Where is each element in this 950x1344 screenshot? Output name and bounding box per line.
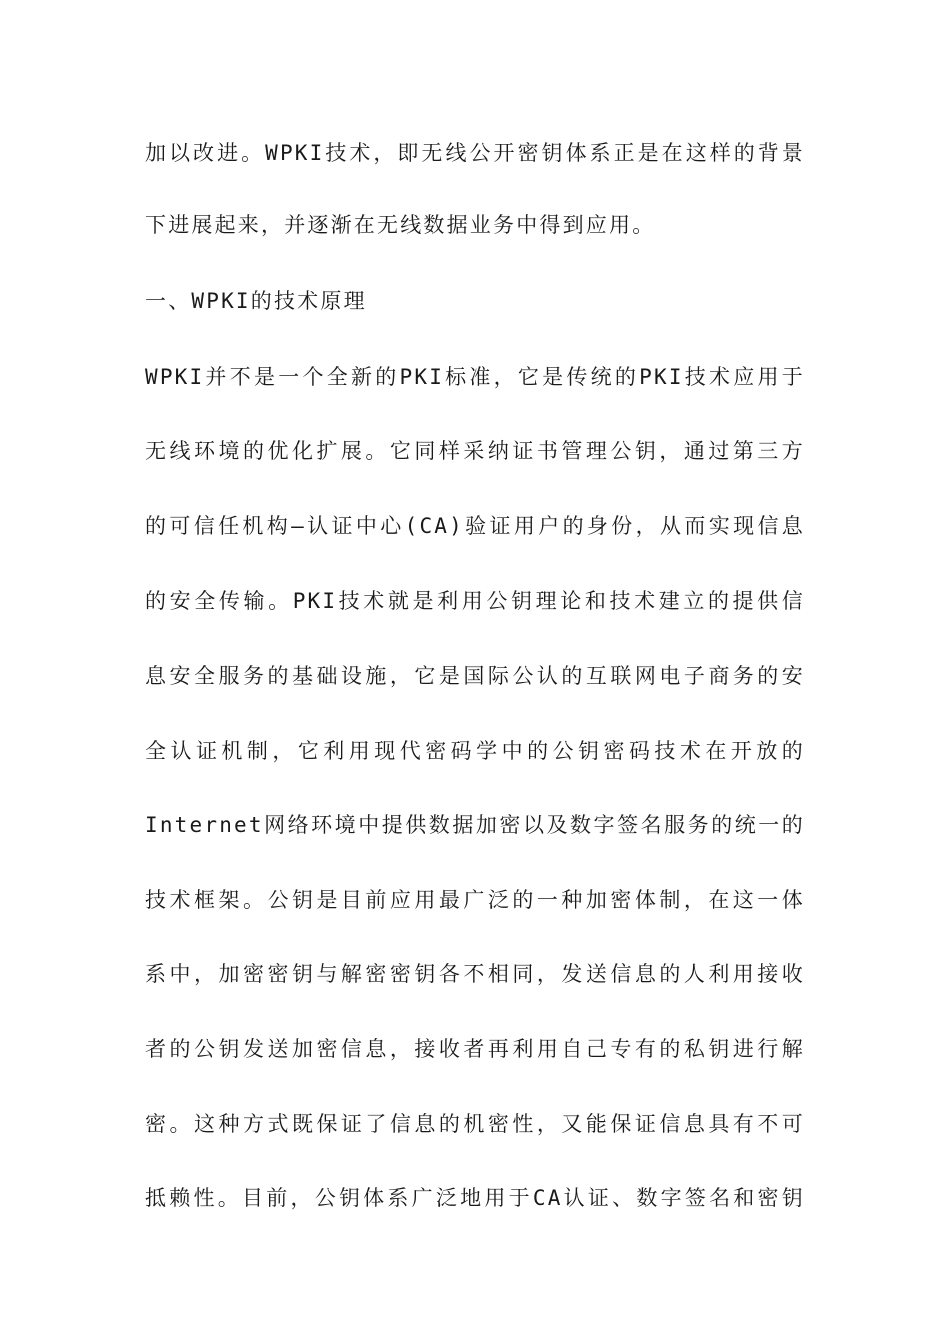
paragraph-line: 息安全服务的基础设施，它是国际公认的互联网电子商务的安: [145, 664, 805, 688]
paragraph-line: 系中，加密密钥与解密密钥各不相同，发送信息的人利用接收: [145, 962, 805, 986]
paragraph-line: 加以改进。WPKI技术，即无线公开密钥体系正是在这样的背景: [145, 141, 805, 165]
paragraph-line: Internet网络环境中提供数据加密以及数字签名服务的统一的: [145, 813, 805, 837]
paragraph-line: 全认证机制，它利用现代密码学中的公钥密码技术在开放的: [145, 739, 805, 763]
paragraph-line: WPKI并不是一个全新的PKI标准，它是传统的PKI技术应用于: [145, 365, 805, 389]
paragraph-line: 的可信任机构—认证中心(CA)验证用户的身份，从而实现信息: [145, 514, 805, 538]
section-heading: 一、WPKI的技术原理: [145, 289, 367, 313]
paragraph-line: 密。这种方式既保证了信息的机密性，又能保证信息具有不可: [145, 1112, 805, 1136]
paragraph-line: 技术框架。公钥是目前应用最广泛的一种加密体制，在这一体: [145, 888, 805, 912]
paragraph-line: 无线环境的优化扩展。它同样采纳证书管理公钥，通过第三方: [145, 439, 805, 463]
paragraph-line: 抵赖性。目前，公钥体系广泛地用于CA认证、数字签名和密钥: [145, 1186, 805, 1210]
paragraph-line: 的安全传输。PKI技术就是利用公钥理论和技术建立的提供信: [145, 589, 805, 613]
paragraph-line: 者的公钥发送加密信息，接收者再利用自己专有的私钥进行解: [145, 1037, 805, 1061]
paragraph-line: 下进展起来，并逐渐在无线数据业务中得到应用。: [145, 213, 656, 237]
